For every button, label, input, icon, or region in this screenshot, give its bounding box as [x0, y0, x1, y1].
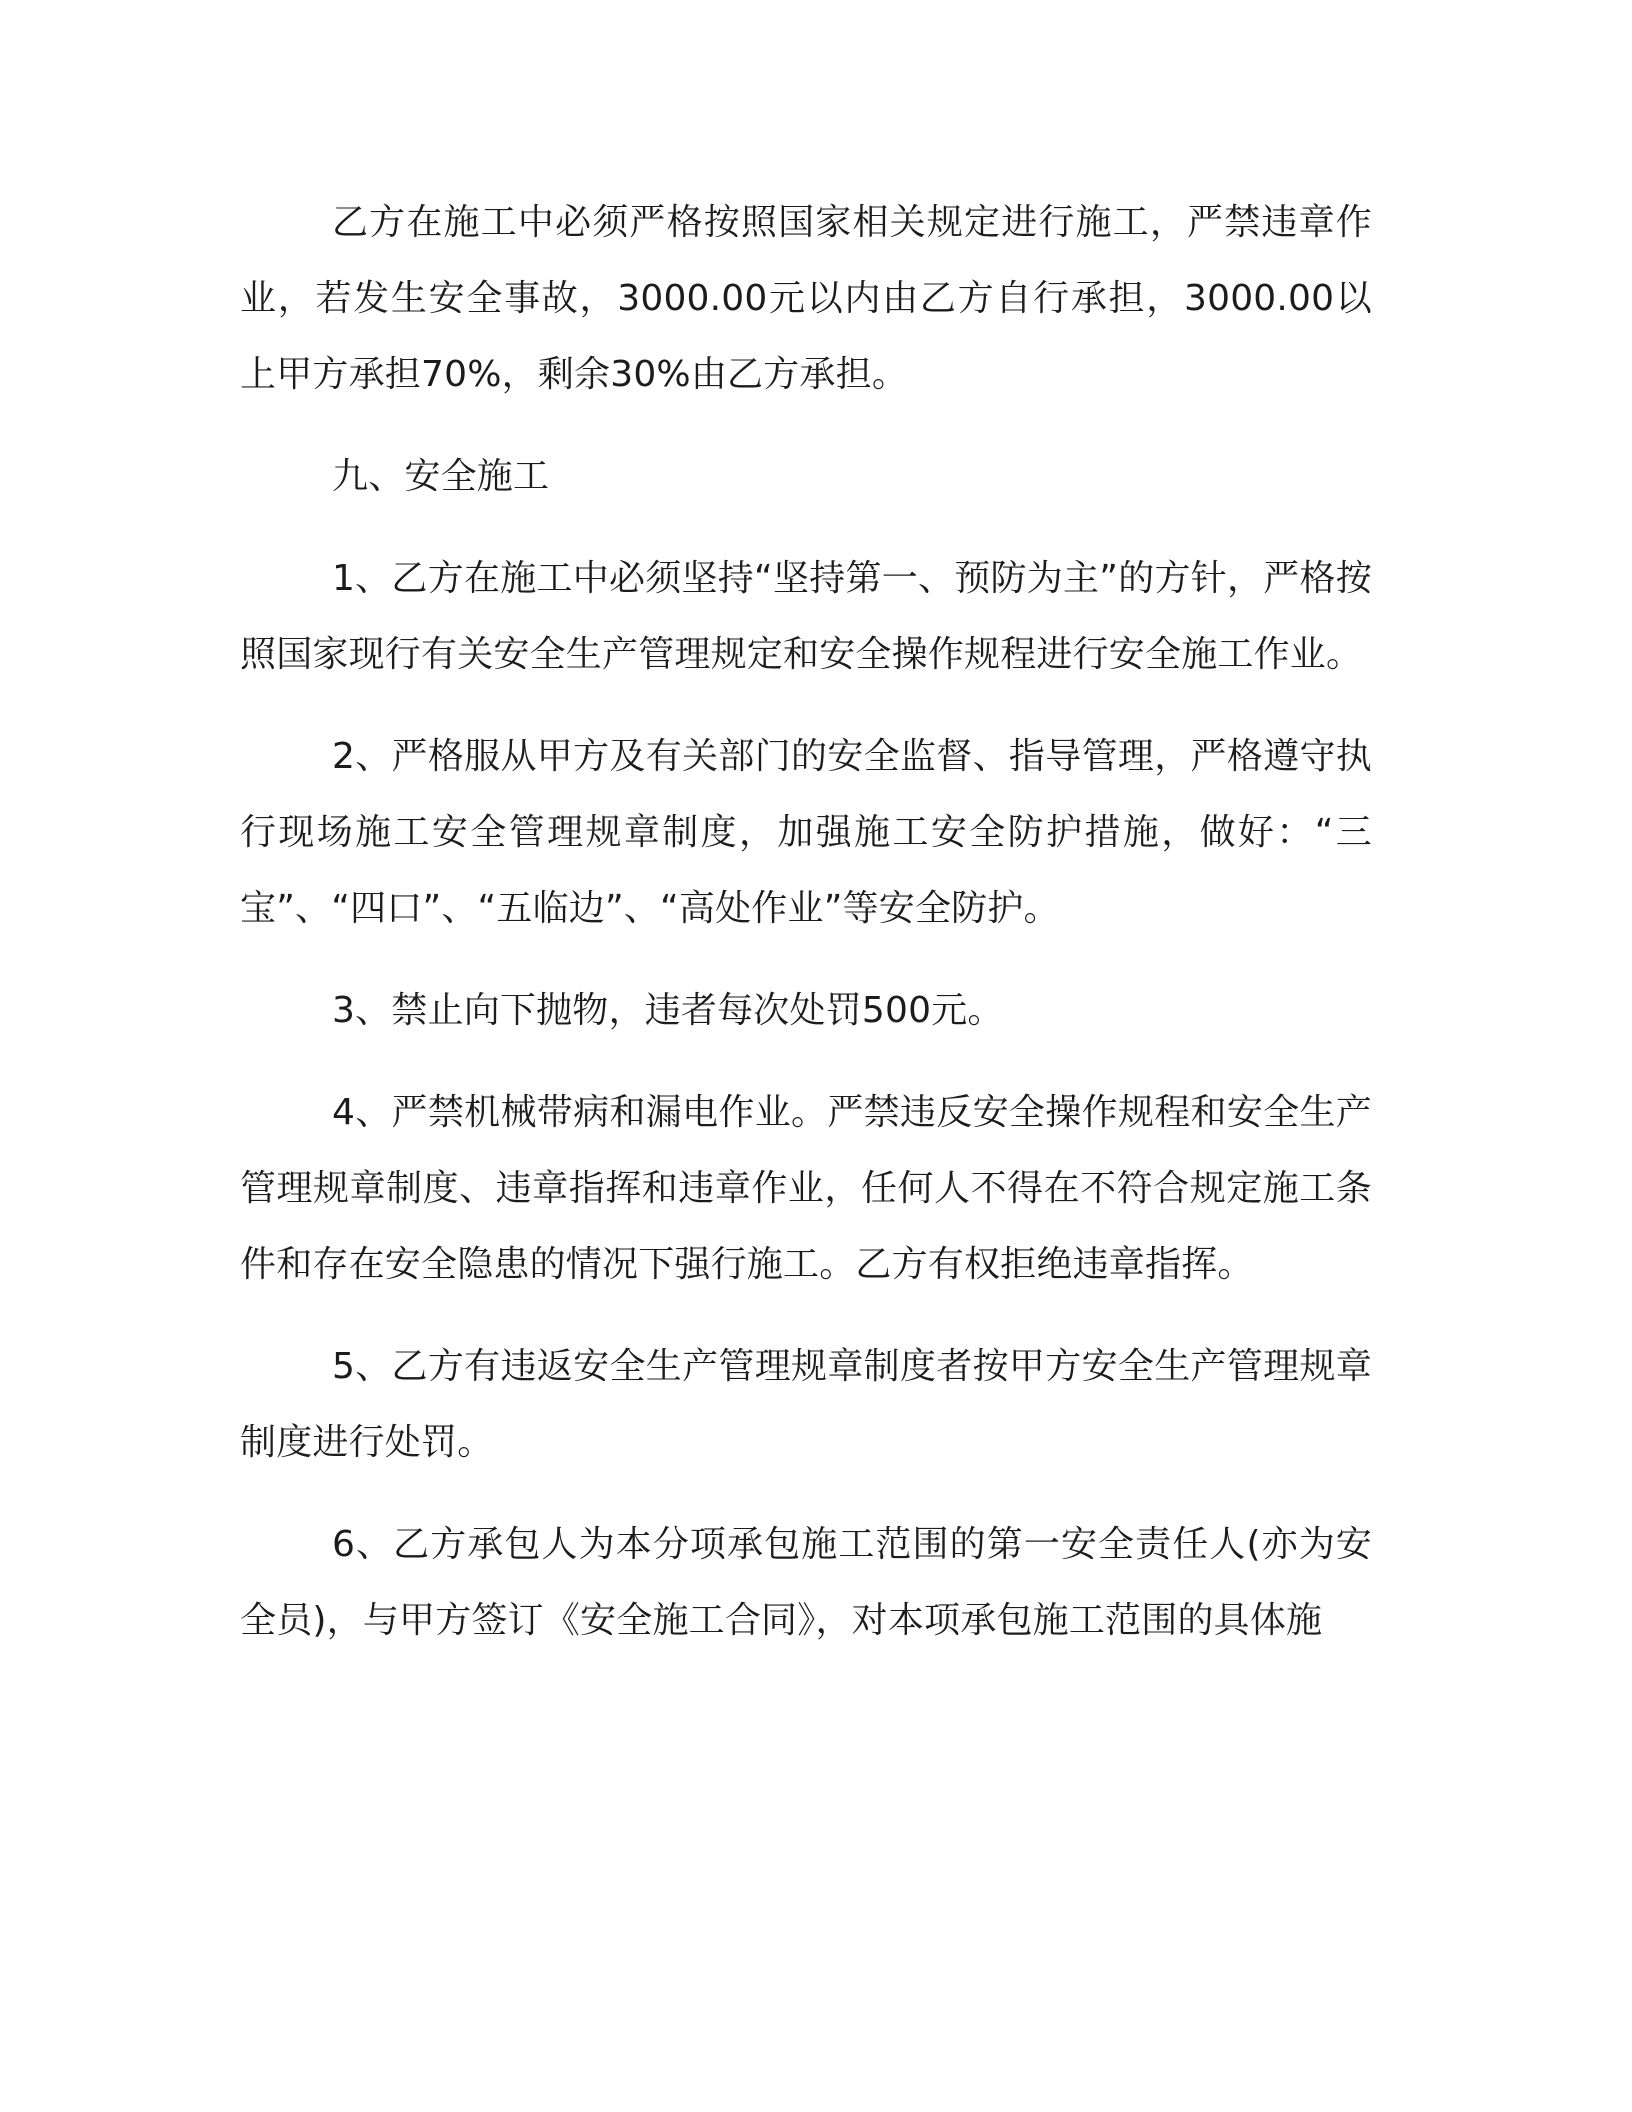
paragraph-item-2: 2、严格服从甲方及有关部门的安全监督、指导管理，严格遵守执行现场施工安全管理规章制度，加强施工安全防护措施，做好：“三宝”、“四口”、“五临边”、“高处作业”等安全防护。 [240, 736, 1372, 929]
paragraph-safety-accident-liability: 乙方在施工中必须严格按照国家相关规定进行施工，严禁违章作业，若发生安全事故，3000.00元以内由乙方自行承担，3000.00以上甲方承担70%，剩余30%由乙方承担。 [240, 202, 1372, 395]
section-heading-safe-construction: 九、安全施工 [332, 456, 550, 497]
paragraph-item-5: 5、乙方有违返安全生产管理规章制度者按甲方安全生产管理规章制度进行处罚。 [240, 1346, 1372, 1463]
paragraph-item-1: 1、乙方在施工中必须坚持“坚持第一、预防为主”的方针，严格按照国家现行有关安全生产管理规定和安全操作规程进行安全施工作业。 [240, 558, 1372, 675]
document-body [240, 185, 1372, 1685]
paragraph-item-3: 3、禁止向下抛物，违者每次处罚500元。 [332, 990, 1004, 1031]
paragraph-item-4: 4、严禁机械带病和漏电作业。严禁违反安全操作规程和安全生产管理规章制度、违章指挥和违章作业，任何人不得在不符合规定施工条件和存在安全隐患的情况下强行施工。乙方有权拒绝违章指挥。 [240, 1092, 1372, 1285]
paragraph-item-6: 6、乙方承包人为本分项承包施工范围的第一安全责任人(亦为安全员)，与甲方签订《安全施工合同》，对本项承包施工范围的具体施 [240, 1524, 1372, 1641]
